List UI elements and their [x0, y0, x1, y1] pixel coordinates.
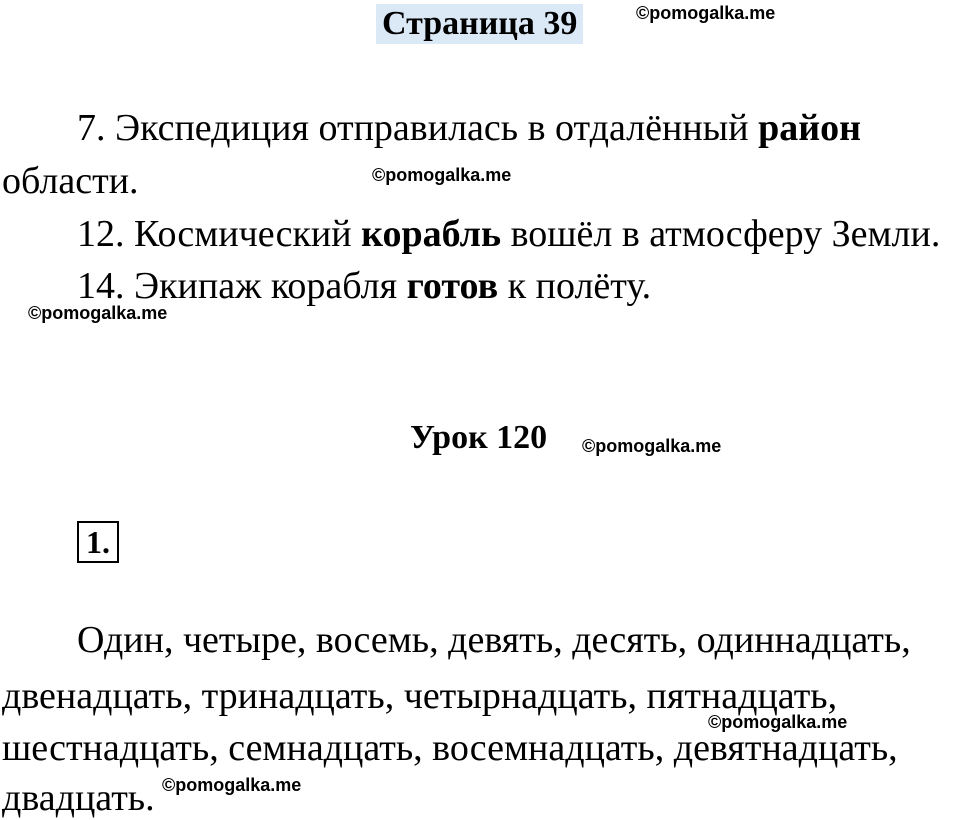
answer-line-4: двадцать. [2, 777, 155, 819]
sentence-7-line-1 [77, 106, 861, 150]
answer-line-1: Один, четыре, восемь, девять, десять, одиннадцать, [77, 619, 911, 661]
answer-line-3: шестнадцать, семнадцать, восемнадцать, девятнадцать, [2, 727, 898, 769]
watermark: ©pomogalka.me [28, 303, 168, 323]
lesson-title: Урок 120 [410, 419, 548, 456]
task-number-box: 1. [77, 521, 119, 563]
watermark: ©pomogalka.me [582, 436, 722, 456]
sentence-12-text-end: вошёл в атмосферу Земли. [501, 213, 941, 255]
sentence-14-bold-word: готов [406, 265, 499, 307]
sentence-12-text: 12. Космический [77, 213, 362, 255]
watermark: ©pomogalka.me [372, 165, 512, 185]
sentence-14-text: 14. Экипаж корабля [77, 265, 407, 307]
sentence-14-text-end: к полёту. [498, 265, 652, 307]
watermark: ©pomogalka.me [162, 775, 302, 795]
sentence-7-text: 7. Экспедиция отправилась в отдалённый [77, 107, 759, 149]
page-title: Страница 39 [376, 4, 583, 44]
answer-line-2: двенадцать, тринадцать, четырнадцать, пятнадцать, [2, 675, 838, 717]
sentence-7-line-2: области. [2, 160, 139, 202]
sentence-12 [77, 212, 940, 256]
watermark: ©pomogalka.me [636, 3, 776, 23]
watermark: ©pomogalka.me [708, 712, 848, 732]
sentence-14 [77, 264, 651, 308]
sentence-7-bold-word: район [758, 107, 861, 149]
sentence-12-bold-word: корабль [361, 213, 502, 255]
